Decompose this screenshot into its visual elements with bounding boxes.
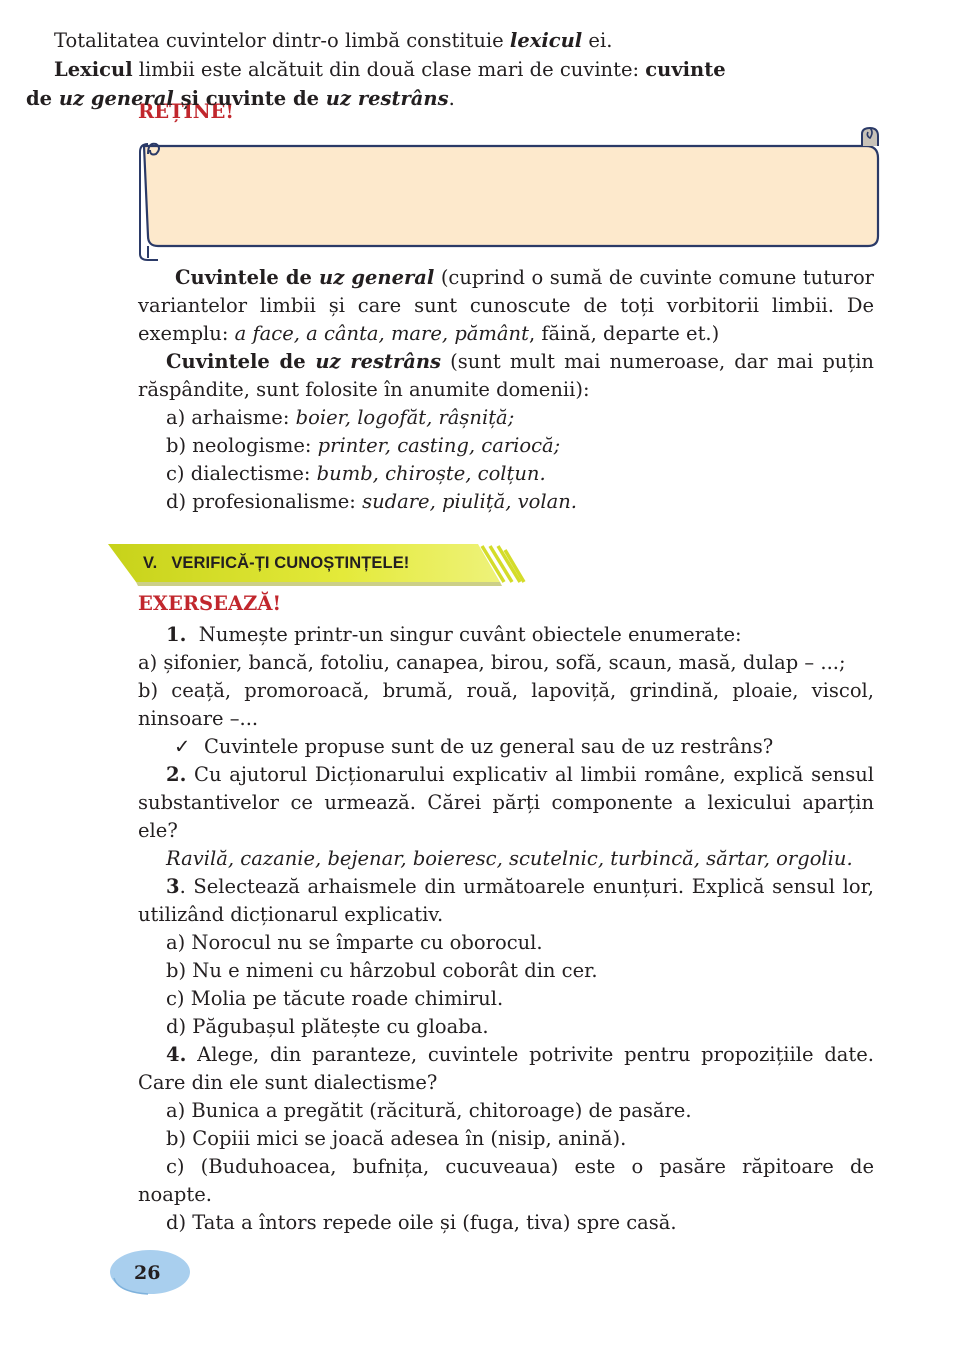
ex1-item-b: b) ceață, promoroacă, brumă, rouă, lapoviță, grindină, ploaie, viscol, [138,679,874,702]
ex2-words [138,845,874,873]
def-bold: cuvinte [645,58,726,81]
ex3-prompt [138,873,874,901]
ex3-item: c) Molia pe tăcute roade chimirul. [166,987,504,1010]
exercises [138,621,874,1237]
ex1-item-b-cont: ninsoare –... [138,707,259,730]
page-number: 26 [134,1262,161,1284]
def-bold: și cuvinte de [173,87,326,110]
ex3-item: b) Nu e nimeni cu hârzobul coborât din cer. [166,959,598,982]
term-uz-restrans: uz restrâns [325,87,449,110]
examples-italic: a face, a cânta, mare, pământ [234,322,529,345]
general-line-3 [138,320,874,348]
ex4-item: b) Copiii mici se joacă adesea în (nisip, anină). [166,1127,627,1150]
ex1-item-a: a) șifonier, bancă, fotoliu, canapea, birou, sofă, scaun, masă, dulap – ...; [138,651,846,674]
general-line-1 [138,264,874,292]
ex2-line: substantivelor ce urmează. Cărei părți componente a lexicului aparțin [138,791,874,814]
exerseaza-heading: EXERSEAZĂ! [138,592,282,615]
ex4-item: c) (Buduhoacea, bufnița, cucuveaua) este o pasăre răpitoare de [166,1155,874,1178]
restrans-line-1 [138,348,874,376]
list-item [138,404,874,432]
list-label: d) profesionalisme [166,490,350,513]
sep: : [303,462,317,485]
sep: : [349,490,363,513]
ex1-prompt [138,621,874,649]
ex4-line: Care din ele sunt dialectisme? [138,1071,438,1094]
term-uz-general: uz general [58,87,174,110]
retine-definition [26,26,732,113]
list-item [138,488,874,516]
body-text: Alege, din paranteze, cuvintele potrivite pentru propozițiile date. [186,1043,874,1066]
list-label: a) arhaisme [166,406,283,429]
def-text: ei. [582,29,613,52]
bold-text: Cuvintele de [166,350,316,373]
ex4-prompt [138,1041,874,1069]
sep: : [282,406,296,429]
def-text: . [448,87,455,110]
ex3-line: utilizând dicționarul explicativ. [138,903,444,926]
def-text: limbii este alcătuit din două clase mari de cuvinte: [132,58,646,81]
ex4-item: a) Bunica a pregătit (răcitură, chitoroage) de pasăre. [166,1099,692,1122]
sep: : [304,434,318,457]
list-examples: boier, logofăt, râșniță; [295,406,515,429]
ex4-item: d) Tata a întors repede oile și (fuga, tiva) spre casă. [166,1211,677,1234]
exercise-number: 3 [166,875,180,898]
exercise-number: 2. [166,763,187,786]
def-text: Totalitatea cuvintelor dintr-o limbă constituie [54,29,510,52]
body-text: Numește printr-un singur cuvânt obiectele enumerate: [186,623,742,646]
list-label: c) dialectisme [166,462,304,485]
def-bold: de [26,87,59,110]
body-text: (sunt mult mai numeroase, dar mai puțin [441,350,874,373]
retine-heading: REȚINE! [138,100,234,123]
term-italic: uz restrâns [315,350,442,373]
list-examples: bumb, chiroște, colțun. [316,462,546,485]
body-text: , făină, departe et.) [528,322,720,345]
ex2-line: ele? [138,819,178,842]
list-item [138,432,874,460]
ex4-item-cont: noapte. [138,1183,212,1206]
list-item [138,460,874,488]
exercise-number: 1. [166,623,187,646]
body-text: . Selectează arhaismele din următoarele enunțuri. Explică sensul lor, [179,875,874,898]
ex2-prompt [138,761,874,789]
list-examples: printer, casting, cariocă; [317,434,561,457]
exercise-number: 4. [166,1043,187,1066]
theory-body [138,264,874,516]
body-text: Cuvintele propuse sunt de uz general sau de uz restrâns? [204,735,774,758]
ex3-item: d) Păgubașul plătește cu gloaba. [166,1015,489,1038]
body-text: (cuprind o sumă de cuvinte comune tuturor [434,266,875,289]
ex3-item: a) Norocul nu se împarte cu oborocul. [166,931,543,954]
section-title: V. VERIFICĂ-ȚI CUNOȘTINȚELE! [143,554,410,572]
examples-italic: Ravilă, cazanie, bejenar, boieresc, scutelnic, turbincă, sărtar, orgoliu. [166,847,853,870]
general-line-2: variantelor limbii și care sunt cunoscute de toți vorbitorii limbii. De [138,294,874,317]
list-examples: sudare, piuliță, volan. [362,490,577,513]
bold-text: Cuvintele de [175,266,320,289]
term-italic: uz general [319,266,435,289]
checkmark-icon: ✓ [174,735,191,758]
term-lexicul: lexicul [509,29,583,52]
term-lexicul-bold: Lexicul [54,58,133,81]
body-text: exemplu: [138,322,235,345]
restrans-line-2: răspândite, sunt folosite în anumite domenii): [138,378,590,401]
ex1-check [138,733,874,761]
body-text: Cu ajutorul Dicționarului explicativ al limbii române, explică sensul [186,763,874,786]
scroll-frame [136,126,882,262]
list-label: b) neologisme [166,434,305,457]
